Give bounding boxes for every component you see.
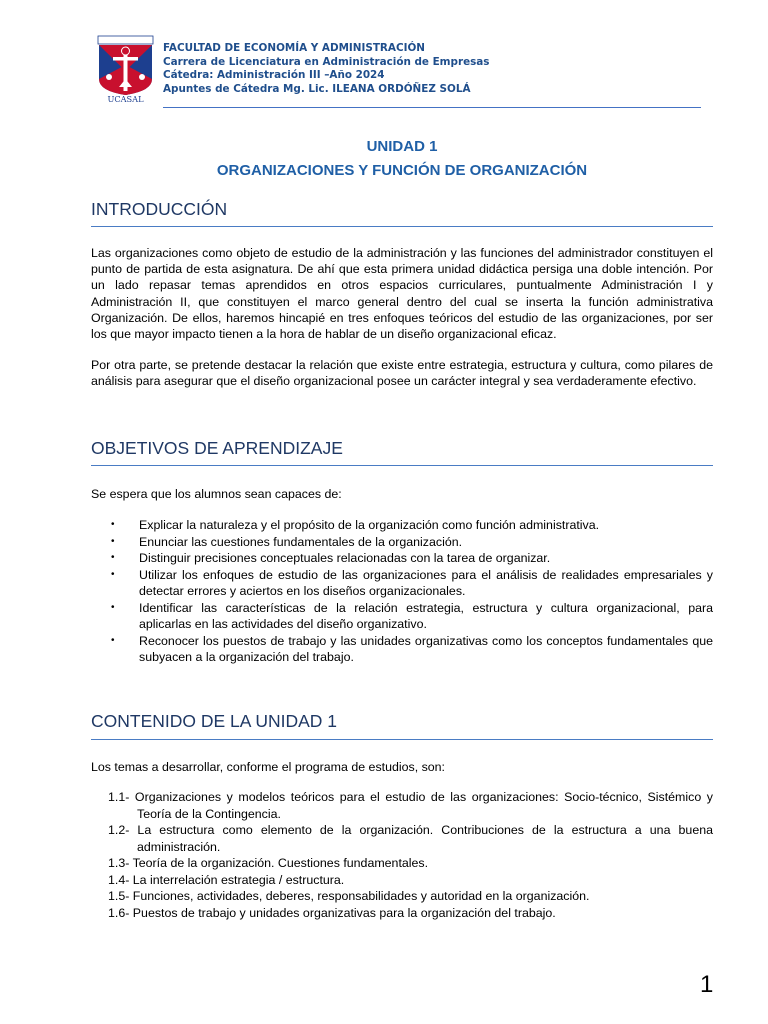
logo-name: UCASAL: [107, 94, 144, 103]
list-item: • Reconocer los puestos de trabajo y las unidades organizativas como los conceptos fundamentales que subyacen a la organización del trabajo.: [111, 633, 713, 664]
unit-title: UNIDAD 1: [366, 138, 438, 155]
author-line: Apuntes de Cátedra Mg. Lic. ILEANA ORDÓÑEZ SOLÁ: [163, 82, 471, 95]
contents-intro: Los temas a desarrollar, conforme el programa de estudios, son:: [91, 760, 446, 774]
section-divider: [91, 739, 713, 740]
objectives-list: [91, 517, 713, 666]
bullet-icon: •: [111, 568, 115, 580]
bullet-icon: •: [111, 535, 115, 547]
list-item: • Identificar las características de la relación estrategia, estructura y cultura organizacional, para aplicarlas en las actividades del diseño organizativo.: [111, 600, 713, 631]
bullet-icon: •: [111, 601, 115, 613]
career-name: Carrera de Licenciatura en Administración de Empresas: [163, 55, 490, 68]
list-item: • Utilizar los enfoques de estudio de las organizaciones para el análisis de realidades empresariales y detectar errores y aciertos en los diseños organizacionales.: [111, 567, 713, 598]
list-item: 1.1- Organizaciones y modelos teóricos para el estudio de las organizaciones: Socio-técnico, Sistémico y Teoría de la Contingencia.: [108, 790, 713, 821]
list-item: • Enunciar las cuestiones fundamentales de la organización.: [111, 534, 463, 549]
page-number: 1: [700, 971, 714, 998]
bullet-icon: •: [111, 552, 115, 563]
bullet-icon: •: [111, 634, 115, 646]
section-heading-introduction: INTRODUCCIÓN: [91, 199, 228, 219]
contents-list: [108, 789, 713, 921]
course-name: Cátedra: Administración III –Año 2024: [163, 69, 385, 82]
intro-paragraph-1: Las organizaciones como objeto de estudio de la administración y las funciones del administrador constituyen el punto de partida de esta asignatura. De ahí que esta primera unidad didáctica persiga una doble intención. Por un lado repasar temas aprendidos en otros espacios curriculares, puntualmente Administración I y Administración II, que constituyen el marco general dentro del cual se inserta la función administrativa Organización. De ellos, haremos hincapié en tres enfoques teóricos del estudio de las organizaciones, por ser los que mayor impacto tienen a la hora de hablar de un diseño organizacional eficaz.: [91, 246, 713, 342]
header-text: [163, 42, 490, 96]
section-divider: [91, 226, 713, 227]
unit-subtitle: ORGANIZACIONES Y FUNCIÓN DE ORGANIZACIÓN: [216, 162, 588, 179]
section-divider: [91, 465, 713, 466]
section-heading-objectives: OBJETIVOS DE APRENDIZAJE: [91, 438, 343, 458]
section-heading-contents: CONTENIDO DE LA UNIDAD 1: [91, 711, 338, 731]
list-item: • Explicar la naturaleza y el propósito de la organización como función administrativa.: [111, 518, 600, 532]
list-item: • Distinguir precisiones conceptuales relacionadas con la tarea de organizar.: [111, 551, 551, 565]
list-item: 1.3- Teoría de la organización. Cuestiones fundamentales.: [108, 856, 429, 870]
ucasal-logo: [97, 35, 154, 103]
faculty-name: FACULTAD DE ECONOMÍA Y ADMINISTRACIÓN: [163, 42, 425, 54]
list-item: 1.2- La estructura como elemento de la organización. Contribuciones de la estructura a una buena administración.: [108, 823, 713, 854]
bullet-icon: •: [111, 519, 115, 530]
document-header: [97, 35, 701, 109]
intro-paragraph-2: Por otra parte, se pretende destacar la relación que existe entre estrategia, estructura y cultura, como pilares de análisis para asegurar que el diseño organizacional posee un carácter integral y sea verdaderamente efectivo.: [91, 358, 713, 389]
objectives-intro: Se espera que los alumnos sean capaces de:: [91, 487, 342, 501]
list-item: 1.6- Puestos de trabajo y unidades organizativas para la organización del trabajo.: [108, 905, 556, 920]
list-item: 1.5- Funciones, actividades, deberes, responsabilidades y autoridad en la organización.: [108, 889, 590, 903]
header-divider: [163, 107, 701, 108]
list-item: 1.4- La interrelación estrategia / estructura.: [108, 872, 345, 887]
